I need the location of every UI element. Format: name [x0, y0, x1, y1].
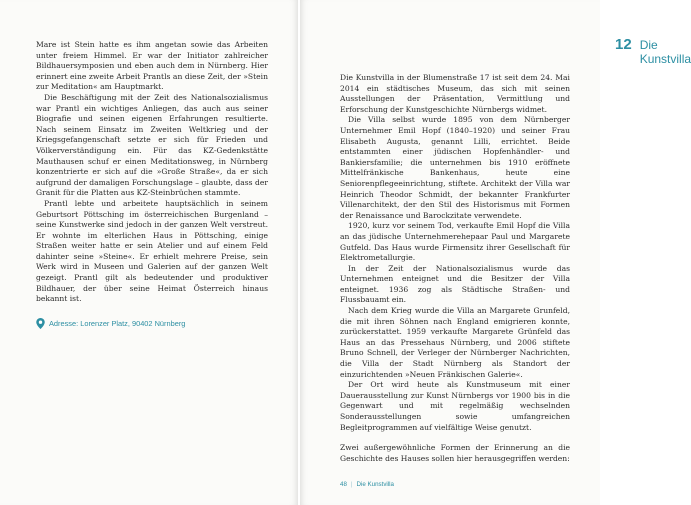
address-line: [36, 318, 185, 329]
paragraph: Die Beschäftigung mit der Zeit des Nationalsozialismus war Prantl ein wichtiges Anliegen, das auch aus seiner Biografie und seinen eigenen Erfahrungen resultierte. Nach seinem Einsatz im Zweiten Weltkrieg und der Kriegsgefangenschaft setzte er sich für Frieden und Völkerverständigung ein. Für das KZ-Gedenkstätte Mauthausen schuf er einen Meditationsweg, in Nürnberg konzentrierte er sich auf die »Große Straße«, da er sich aufgrund der damaligen Forschungslage – glaubte, dass der Granit für die Platten aus KZ-Steinbrüchen stammte.: [36, 92, 268, 198]
paragraph: Die Villa selbst wurde 1895 von dem Nürnberger Unternehmer Emil Hopf (1840–1920) und seiner Frau Elisabeth Augusta, genannt Lilli, errichtet. Beide entstammten einer jüdischen Hopfenhändler- und Bankiersfamilie; die unternehmen bis 1910 eröffnete Mittelfränkische Bankenhaus, heute eine Seniorenpflegeeinrichtung, stiftete. Architekt der Villa war Heinrich Theodor Schmidt, der bekannter Frankfurter Villenarchitekt, der den Stil des Historismus mit Formen der Renaissance und Barockzitate verwendete.: [340, 115, 570, 220]
running-title: Die Kunstvilla: [356, 481, 394, 488]
left-page: [0, 0, 298, 505]
chapter-title: Die Kunstvilla: [639, 38, 691, 66]
right-page-body: [340, 73, 570, 464]
chapter-heading: [615, 36, 691, 66]
paragraph: 1920, kurz vor seinem Tod, verkaufte Emil Hopf die Villa an das jüdische Unternehmerehepaar Paul und Margarete Gutfeld. Das Haus wurde Firmensitz ihrer Gesellschaft für Elektrometallurgie.: [340, 221, 570, 263]
paragraph: Zwei außergewöhnliche Formen der Erinnerung an die Geschichte des Hauses sollen hier herausgegriffen werden:: [340, 443, 570, 463]
paragraph: Mare ist Stein hatte es ihm angetan sowie das Arbeiten unter freiem Himmel. Er war der Initiator zahlreicher Bildhauersymposien und eben auch dem in Nürnberg. Hier erinnert eine zweite Arbeit Prantls an diese Zeit, der »Stein zur Meditation« am Hauptmarkt.: [36, 40, 268, 92]
location-pin-icon: [36, 318, 45, 329]
right-page-footer: 48 | Die Kunstvilla: [340, 481, 394, 488]
paragraph: Der Ort wird heute als Kunstmuseum mit einer Dauerausstellung zur Kunst Nürnbergs vor 1900 bis in die Gegenwart und mit regelmäßig wechselnden Sonderausstellungen sowie umfangreichen Begleitprogrammen auf vielfältige Weise genutzt.: [340, 380, 570, 432]
left-page-body: [36, 40, 268, 305]
paragraph: In der Zeit der Nationalsozialismus wurde das Unternehmen enteignet und die Besitzer der Villa enteignet. 1936 zog als Städtische Straßen- und Flussbauamt ein.: [340, 263, 570, 305]
chapter-number: 12: [615, 36, 632, 53]
page-number: 48: [340, 481, 347, 488]
address-text: Adresse: Lorenzer Platz, 90402 Nürnberg: [49, 319, 186, 328]
paragraph: Nach dem Krieg wurde die Villa an Margarete Grunfeld, die mit ihren Söhnen nach England emigrieren konnte, zurückerstattet. 1959 verkaufte Margarete Grünfeld das Haus an das Pressehaus Nürnberg, und 2006 stiftete Bruno Schnell, der Verleger der Nürnberger Nachrichten, die Villa der Stadt Nürnberg als Standort der einzurichtenden »Neuen Fränkischen Galerie«.: [340, 306, 570, 379]
paragraph: Prantl lebte und arbeitete hauptsächlich in seinem Geburtsort Pöttsching im österreichischen Burgenland – seine Kunstwerke sind jedoch in der ganzen Welt verstreut. Er wohnte im elterlichen Haus in Pöttsching, einige Straßen weiter hatte er sein Atelier und auf einem Feld dahinter seine »Steine«. Er erhielt mehrere Preise, sein Werk wird in Museen und Galerien auf der ganzen Welt gezeigt. Prantl gilt als bedeutender und produktiver Bildhauer, der über seine Heimat Österreich hinaus bekannt ist.: [36, 198, 268, 304]
paragraph: Die Kunstvilla in der Blumenstraße 17 ist seit dem 24. Mai 2014 ein städtisches Museum, das sich mit seinen Ausstellungen der Präsentation, Vermittlung und Erforschung der Kunstgeschichte Nürnbergs widmet.: [340, 73, 570, 114]
